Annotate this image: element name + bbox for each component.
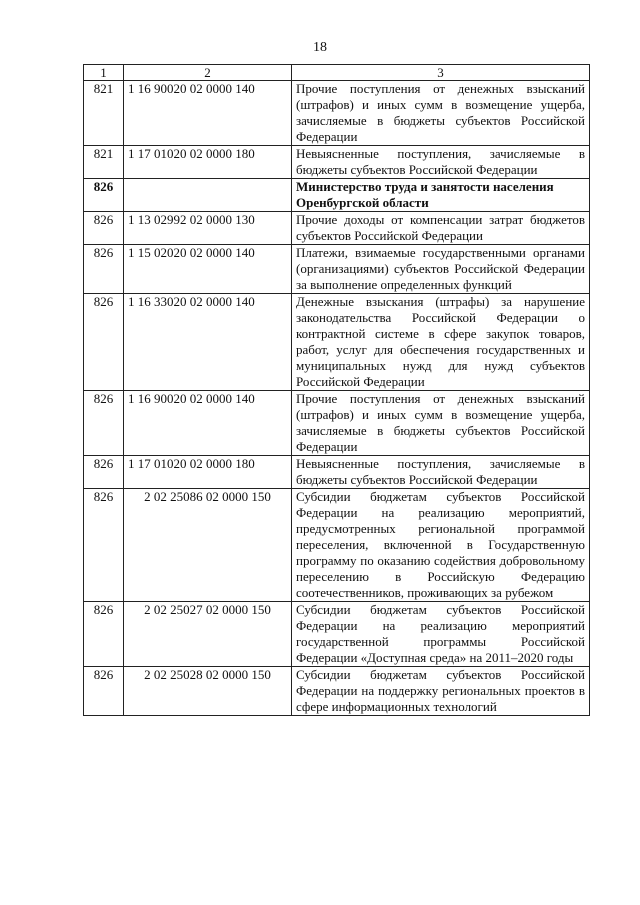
- description-cell: Прочие доходы от компенсации затрат бюджетов субъектов Российской Федерации: [292, 212, 590, 245]
- admin-code-cell: 826: [84, 245, 124, 294]
- revenue-code-cell: [124, 179, 292, 212]
- table-row: [84, 489, 590, 602]
- table-row: [84, 391, 590, 456]
- description-cell: Невыясненные поступления, зачисляемые в бюджеты субъектов Российской Федерации: [292, 456, 590, 489]
- table-header-row: [84, 65, 590, 81]
- description-cell: Субсидии бюджетам субъектов Российской Федерации на реализацию мероприятий государственной программы Российской Федерации «Доступная среда» на 2011–2020 годы: [292, 602, 590, 667]
- table-row: [84, 212, 590, 245]
- table-row-ministry-heading: [84, 179, 590, 212]
- revenue-code-cell: 2 02 25028 02 0000 150: [124, 667, 292, 716]
- revenue-code-cell: 1 17 01020 02 0000 180: [124, 146, 292, 179]
- admin-code-cell: 826: [84, 212, 124, 245]
- column-header-1: 1: [84, 65, 124, 81]
- table-row: [84, 602, 590, 667]
- admin-code-cell: 826: [84, 179, 124, 212]
- revenue-code-cell: 1 13 02992 02 0000 130: [124, 212, 292, 245]
- table-body: [84, 81, 590, 716]
- description-cell: Прочие поступления от денежных взысканий (штрафов) и иных сумм в возмещение ущерба, зачисляемые в бюджеты субъектов Российской Федерации: [292, 81, 590, 146]
- admin-code-cell: 826: [84, 456, 124, 489]
- admin-code-cell: 826: [84, 489, 124, 602]
- table-row: [84, 146, 590, 179]
- revenue-code-cell: 1 16 33020 02 0000 140: [124, 294, 292, 391]
- revenue-code-cell: 1 17 01020 02 0000 180: [124, 456, 292, 489]
- table-row: [84, 245, 590, 294]
- admin-code-cell: 821: [84, 146, 124, 179]
- admin-code-cell: 826: [84, 294, 124, 391]
- table-row: [84, 294, 590, 391]
- admin-code-cell: 826: [84, 391, 124, 456]
- admin-code-cell: 826: [84, 602, 124, 667]
- description-cell: Субсидии бюджетам субъектов Российской Федерации на реализацию мероприятий, предусмотренных региональной программой переселения, включенной в Государственную программу по оказанию содействия добровольному переселению в Российскую Федерацию соотечественников, проживающих за рубежом: [292, 489, 590, 602]
- ministry-name-cell: Министерство труда и занятости населения Оренбургской области: [292, 179, 590, 212]
- revenue-code-cell: 1 16 90020 02 0000 140: [124, 81, 292, 146]
- revenue-code-cell: 1 15 02020 02 0000 140: [124, 245, 292, 294]
- admin-code-cell: 826: [84, 667, 124, 716]
- revenue-code-cell: 1 16 90020 02 0000 140: [124, 391, 292, 456]
- admin-code-cell: 821: [84, 81, 124, 146]
- revenue-code-cell: 2 02 25086 02 0000 150: [124, 489, 292, 602]
- description-cell: Субсидии бюджетам субъектов Российской Федерации на поддержку региональных проектов в сфере информационных технологий: [292, 667, 590, 716]
- column-header-3: 3: [292, 65, 590, 81]
- column-header-2: 2: [124, 65, 292, 81]
- revenue-code-cell: 2 02 25027 02 0000 150: [124, 602, 292, 667]
- table-row: [84, 667, 590, 716]
- budget-revenue-table: [83, 64, 590, 716]
- page-number: 18: [313, 40, 327, 55]
- table-row: [84, 456, 590, 489]
- description-cell: Платежи, взимаемые государственными органами (организациями) субъектов Российской Федерации за выполнение определенных функций: [292, 245, 590, 294]
- description-cell: Невыясненные поступления, зачисляемые в бюджеты субъектов Российской Федерации: [292, 146, 590, 179]
- description-cell: Прочие поступления от денежных взысканий (штрафов) и иных сумм в возмещение ущерба, зачисляемые в бюджеты субъектов Российской Федерации: [292, 391, 590, 456]
- description-cell: Денежные взыскания (штрафы) за нарушение законодательства Российской Федерации о контрактной системе в сфере закупок товаров, работ, услуг для обеспечения государственных и муниципальных нужд для нужд субъектов Российской Федерации: [292, 294, 590, 391]
- table-row: [84, 81, 590, 146]
